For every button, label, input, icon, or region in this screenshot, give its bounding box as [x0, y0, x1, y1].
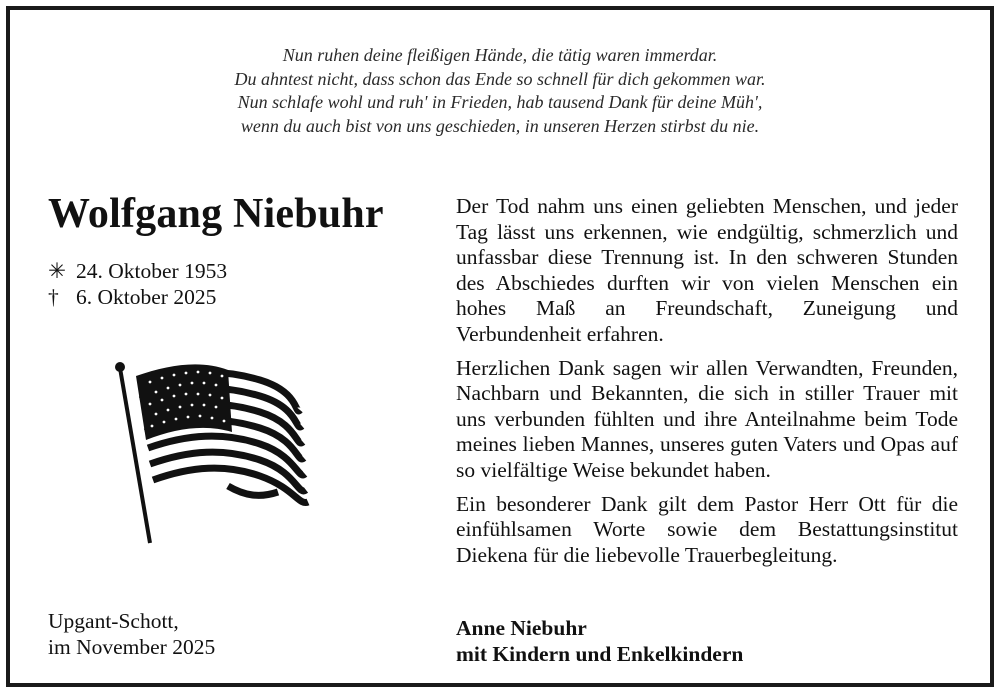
signature-family: mit Kindern und Enkelkindern	[456, 642, 744, 666]
poem-line: Du ahntest nicht, dass schon das Ende so schnell für dich gekommen war.	[234, 68, 766, 89]
signature	[456, 615, 743, 667]
thank-you-text	[456, 194, 958, 576]
deceased-name: Wolfgang Niebuhr	[48, 191, 384, 237]
paragraph: Der Tod nahm uns einen geliebten Menschen, und jeder Tag lässt uns erkennen, wie endgültig, schmerzlich und unfassbar diese Trennung ist. In den schweren Stunden des Abschiedes durften wir von vielen Menschen ein hohes Maß an Freundschaft, Zuneigung und Verbundenheit erfahren.	[456, 194, 958, 346]
month-line: im November 2025	[48, 635, 216, 659]
birth-date: 24. Oktober 1953	[76, 259, 228, 283]
death-date: 6. Oktober 2025	[76, 285, 217, 309]
memorial-poem	[10, 44, 990, 138]
birth-star-icon: ✳	[48, 259, 67, 283]
place-line: Upgant-Schott,	[48, 609, 179, 633]
death-row	[48, 284, 227, 310]
signature-name: Anne Niebuhr	[456, 616, 587, 640]
obituary-card	[6, 6, 994, 687]
birth-row	[48, 258, 227, 284]
poem-line: wenn du auch bist von uns geschieden, in unseren Herzen stirbst du nie.	[240, 115, 760, 136]
paragraph: Ein besonderer Dank gilt dem Pastor Herr Ott für die einfühlsamen Worte sowie dem Bestattungsinstitut Diekena für die liebevolle Trauerbegleitung.	[456, 491, 958, 567]
poem-line: Nun schlafe wohl und ruh' in Frieden, hab tausend Dank für deine Müh',	[237, 92, 763, 112]
death-cross-icon: †	[48, 285, 59, 309]
paragraph: Herzlichen Dank sagen wir allen Verwandten, Freunden, Nachbarn und Bekannten, die sich in stiller Trauer mit uns verbunden fühlten und ihre Anteilnahme beim Tode meines lieben Mannes, unseres guten Vaters und Opas auf so vielfältige Weise bekundet haben.	[456, 355, 958, 482]
poem-line: Nun ruhen deine fleißigen Hände, die tätig waren immerdar.	[282, 45, 718, 65]
life-dates	[48, 258, 227, 310]
place-and-date	[48, 608, 215, 660]
us-flag-icon	[110, 348, 310, 544]
